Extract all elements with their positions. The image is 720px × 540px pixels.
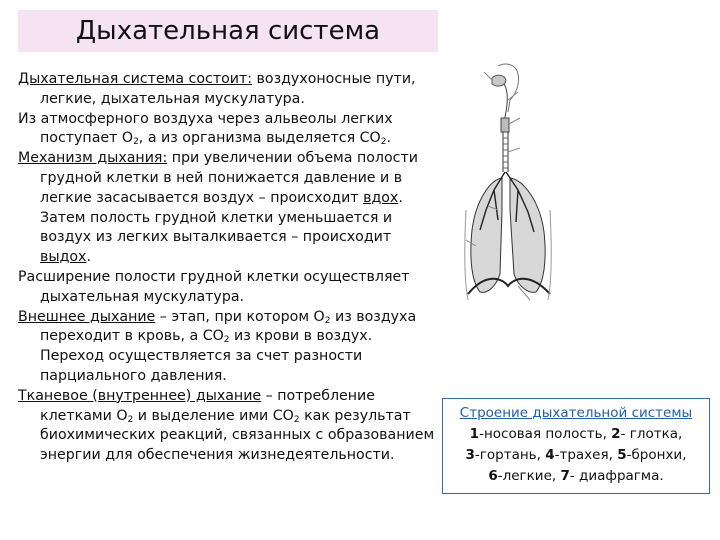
caption-text: -легкие, [497, 468, 561, 484]
caption-text: -трахея, [554, 447, 618, 463]
paragraph-text: – потребление клетками О [40, 387, 376, 424]
left-lung-shape [471, 178, 502, 292]
term-external-respiration: Внешнее дыхание [18, 308, 156, 325]
subscript: 2 [133, 137, 139, 148]
subscript: 2 [324, 315, 331, 326]
paragraph-text: из крови в воздух. Переход осуществляется за счет разности парциального давления. [40, 328, 373, 384]
subscript: 2 [293, 414, 300, 425]
paragraph-muscles [18, 268, 438, 308]
paragraph-text: Из атмосферного воздуха через альвеолы легких поступает О [18, 110, 393, 147]
paragraph-text: . Затем полость грудной клетки уменьшается и воздух из легких выталкивается – происходит [40, 189, 403, 246]
caption-text: - глотка, [620, 426, 683, 442]
paragraph-text: воздухоносные пути, легкие, дыхательная мускулатура. [40, 71, 416, 107]
paragraph-composition [18, 70, 438, 110]
respiratory-system-illustration [458, 60, 568, 315]
caption-number: 5 [617, 447, 627, 463]
term-composition: Дыхательная система состоит: [18, 71, 253, 87]
caption-number: 1 [469, 426, 480, 442]
paragraph-gas-exchange [18, 110, 438, 150]
paragraph-text: , а из организма выделяется СО [138, 130, 381, 147]
caption-line [445, 424, 707, 445]
paragraph-tissue-respiration [18, 387, 438, 466]
caption-number: 3 [465, 447, 475, 463]
page-title: Дыхательная система [75, 16, 381, 46]
caption-title: Строение дыхательной системы [459, 405, 693, 421]
caption-text: -носовая полость, [479, 426, 612, 442]
caption-number: 7 [560, 468, 570, 484]
subscript: 2 [380, 137, 387, 148]
paragraph-text: как результат биохимических реакций, связанных с образованием энергии для обеспечения жизнедеятельности. [40, 407, 435, 464]
paragraph-text: . [86, 249, 91, 266]
term-exhale: выдох [40, 249, 87, 266]
caption-number: 6 [488, 468, 498, 484]
caption-text: - диафрагма. [569, 468, 664, 484]
paragraph-text: . [386, 130, 391, 147]
pharynx-shape [504, 84, 507, 122]
paragraph-text: при увеличении объема полости грудной клетки в ней понижается давление и в легкие засасывается воздух – происходит [40, 150, 418, 206]
body-text [18, 70, 438, 466]
trachea-rings [503, 138, 508, 168]
subscript: 2 [127, 414, 134, 425]
caption-line [445, 445, 707, 466]
paragraph-text: и выделение ими СО [133, 407, 294, 424]
caption-line [445, 466, 707, 487]
right-lung-shape [510, 178, 545, 292]
title-banner [18, 10, 438, 52]
paragraph-mechanism [18, 149, 438, 268]
larynx-shape [501, 118, 509, 132]
paragraph-external-respiration [18, 308, 438, 387]
term-mechanism: Механизм дыхания: [18, 150, 168, 167]
term-tissue-respiration: Тканевое (внутреннее) дыхание [18, 387, 262, 404]
paragraph-text: Расширение полости грудной клетки осуществляет дыхательная мускулатура. [18, 268, 410, 305]
caption-number: 4 [545, 447, 555, 463]
subscript: 2 [223, 335, 230, 346]
caption-text: -бронхи, [626, 447, 687, 463]
head-outline [498, 64, 519, 112]
paragraph-text: из воздуха переходит в кровь, а СО [40, 308, 417, 345]
paragraph-text: – этап, при котором О [155, 308, 325, 325]
figure-caption [442, 398, 710, 494]
term-inhale: вдох [363, 189, 399, 206]
caption-text: -гортань, [474, 447, 546, 463]
caption-number: 2 [611, 426, 621, 442]
